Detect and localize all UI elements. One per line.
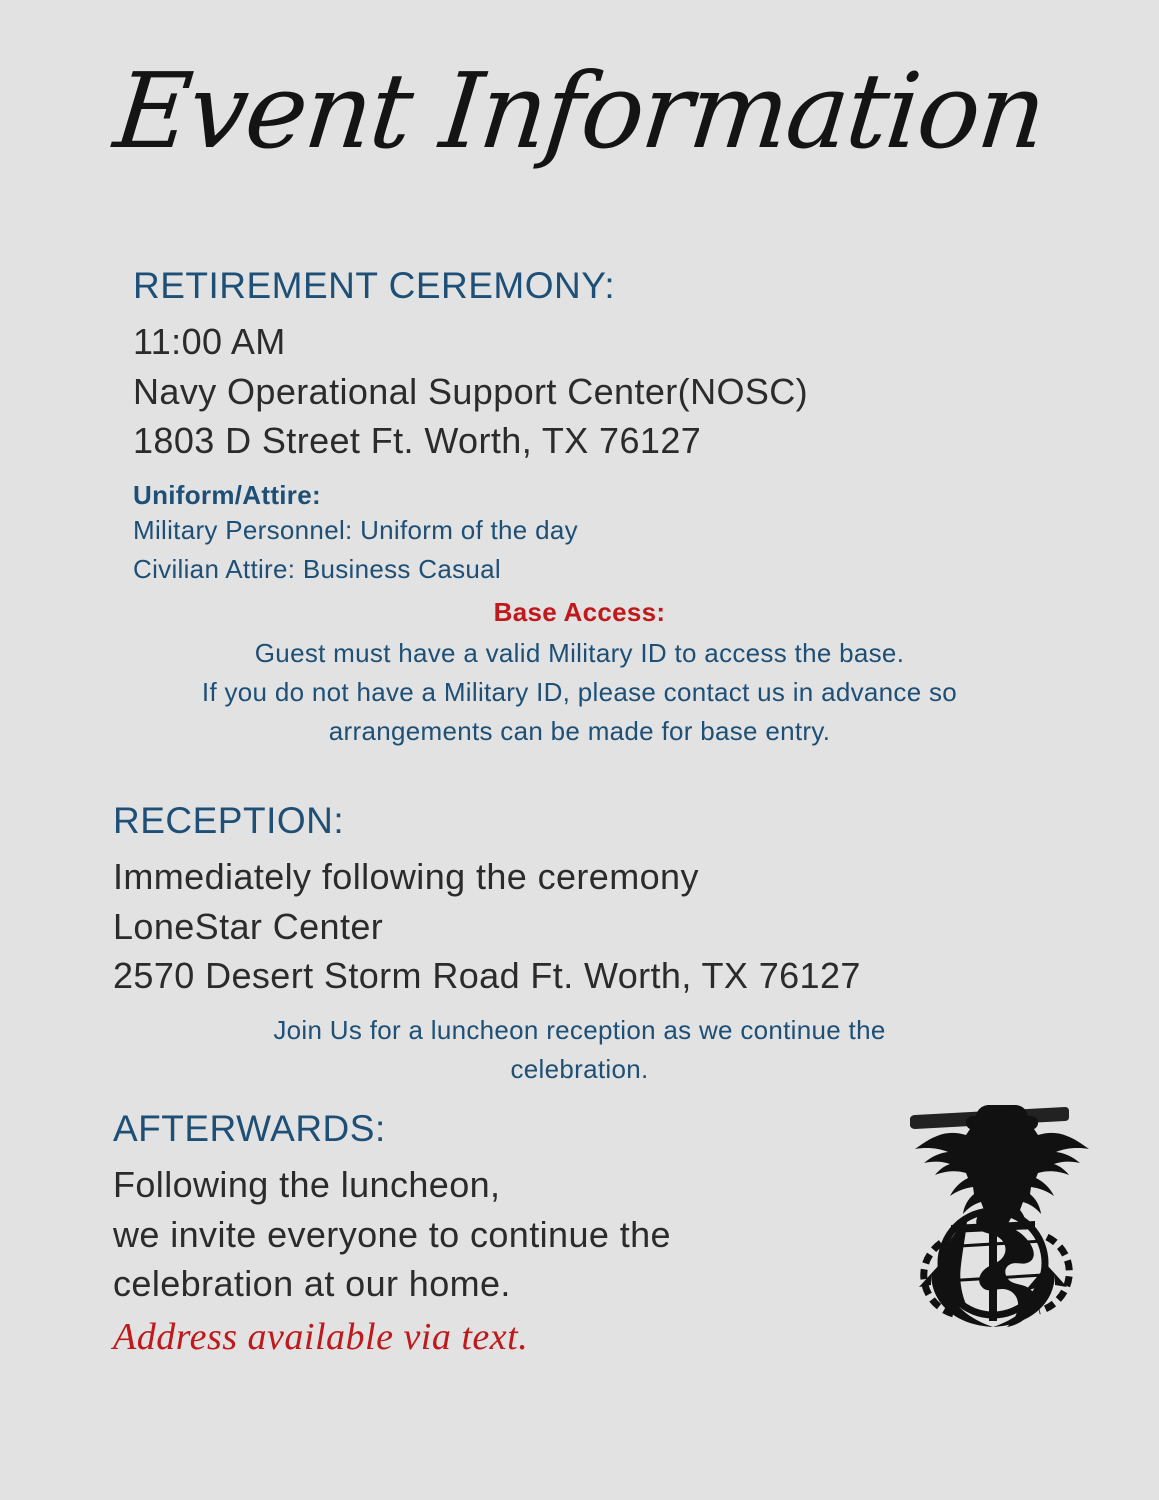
afterwards-line-2: we invite everyone to continue the — [113, 1213, 671, 1255]
base-access-line-1: Guest must have a valid Military ID to access the base. — [254, 638, 905, 669]
ceremony-time: 11:00 AM — [133, 321, 286, 362]
retirement-ceremony-section — [0, 265, 1159, 751]
uniform-military: Military Personnel: Uniform of the day — [133, 515, 578, 546]
afterwards-heading: AFTERWARDS: — [113, 1108, 386, 1149]
reception-note-line-2: celebration. — [510, 1054, 649, 1085]
base-access-label: Base Access: — [493, 597, 666, 628]
reception-heading: RECEPTION: — [113, 800, 345, 841]
reception-timing: Immediately following the ceremony — [113, 856, 699, 897]
base-access-line-3: arrangements can be made for base entry. — [328, 716, 831, 747]
uniform-civilian: Civilian Attire: Business Casual — [133, 554, 501, 585]
uniform-attire-label: Uniform/Attire: — [133, 480, 321, 511]
reception-venue: LoneStar Center — [113, 905, 384, 947]
reception-note-line-1: Join Us for a luncheon reception as we continue the — [273, 1015, 886, 1046]
address-note: Address available via text. — [113, 1316, 529, 1359]
base-access-line-2: If you do not have a Military ID, please contact us in advance so — [201, 677, 958, 708]
ceremony-heading: RETIREMENT CEREMONY: — [133, 265, 616, 306]
afterwards-line-1: Following the luncheon, — [113, 1164, 501, 1205]
afterwards-line-3: celebration at our home. — [113, 1263, 511, 1305]
ceremony-venue: Navy Operational Support Center(NOSC) — [133, 370, 809, 412]
reception-address: 2570 Desert Storm Road Ft. Worth, TX 76127 — [113, 955, 861, 997]
page-title: Event Information — [109, 50, 1051, 172]
marine-corps-eagle-globe-anchor-icon — [871, 1075, 1111, 1335]
reception-section — [0, 800, 1159, 1089]
ceremony-address: 1803 D Street Ft. Worth, TX 76127 — [133, 420, 702, 462]
